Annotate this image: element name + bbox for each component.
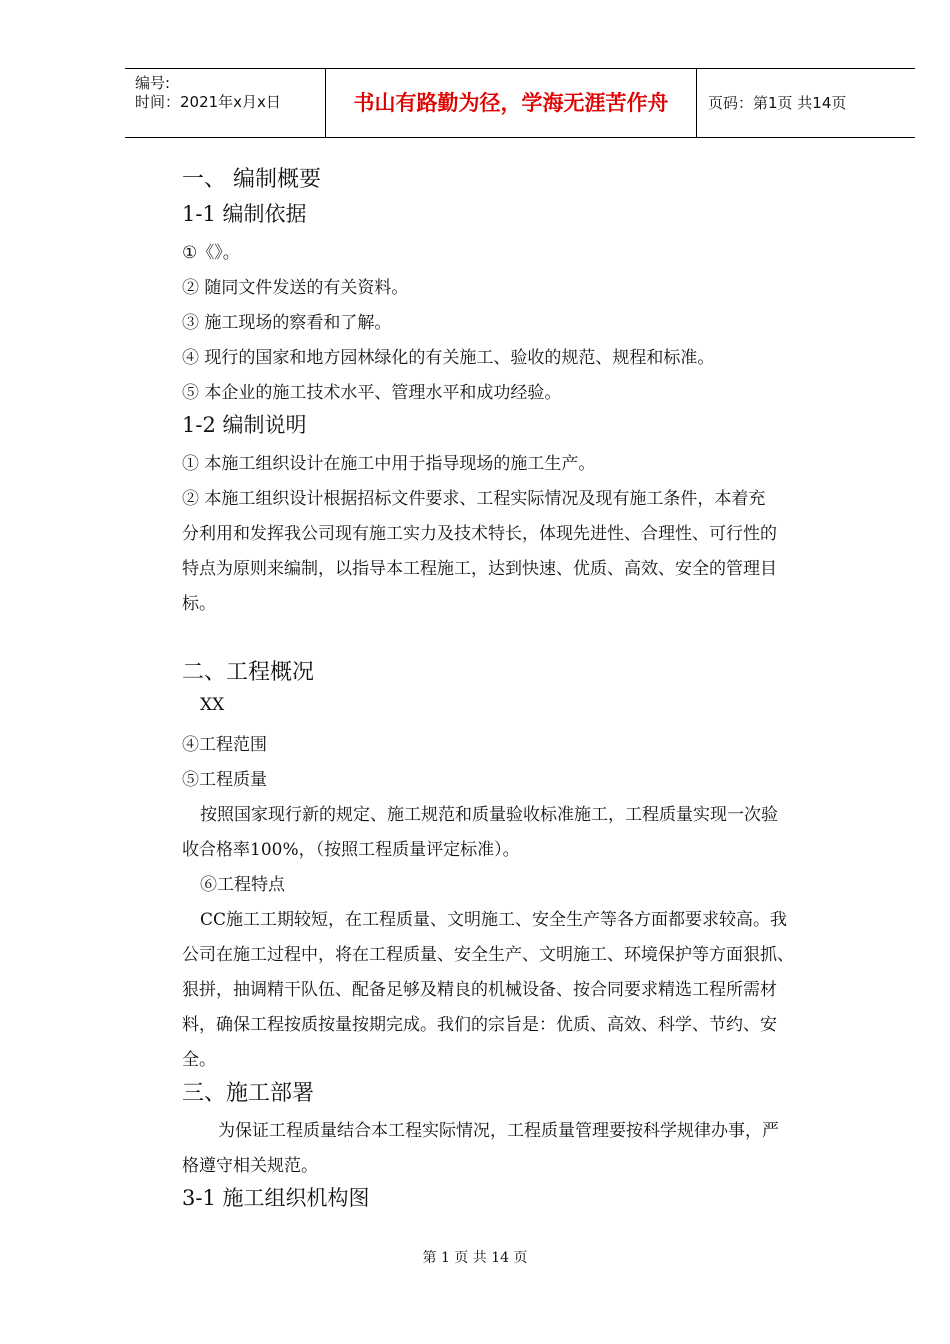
document-time-label: 时间：2021年x月x日: [135, 93, 281, 111]
deployment-line-1: 为保证工程质量结合本工程实际情况，工程质量管理要按科学规律办事，严: [218, 1121, 779, 1141]
description-item-2-line-1: ② 本施工组织设计根据招标文件要求、工程实际情况及现有施工条件，本着充: [182, 489, 766, 509]
quality-line-2: 收合格率100%，（按照工程质量评定标准）。: [182, 840, 520, 860]
features-line-2: 公司在施工过程中，将在工程质量、安全生产、文明施工、环境保护等方面狠抓、: [182, 945, 794, 965]
section-3-title: 三、施工部署: [182, 1081, 315, 1106]
features-line-5: 全。: [182, 1050, 216, 1070]
basis-item-3: ③ 施工现场的察看和了解。: [182, 313, 392, 333]
description-item-2-line-3: 特点为原则来编制，以指导本工程施工，达到快速、优质、高效、安全的管理目: [182, 559, 777, 579]
description-item-2-line-4: 标。: [182, 594, 216, 614]
section-1-2-title: 1-2 编制说明: [182, 413, 307, 437]
document-number-label: 编号:: [135, 74, 171, 92]
features-line-3: 狠拼，抽调精干队伍、配备足够及精良的机械设备、按合同要求精选工程所需材: [182, 980, 777, 1000]
features-line-4: 料，确保工程按质按量按期完成。我们的宗旨是：优质、高效、科学、节约、安: [182, 1015, 777, 1035]
basis-item-2: ② 随同文件发送的有关资料。: [182, 278, 409, 298]
basis-item-4: ④ 现行的国家和地方园林绿化的有关施工、验收的规范、规程和标准。: [182, 348, 715, 368]
header-meta-cell: [125, 69, 326, 137]
features-line-1: CC施工工期较短，在工程质量、文明施工、安全生产等各方面都要求较高。我: [200, 910, 788, 930]
basis-item-5: ⑤ 本企业的施工技术水平、管理水平和成功经验。: [182, 383, 562, 403]
description-item-1: ① 本施工组织设计在施工中用于指导现场的施工生产。: [182, 454, 596, 474]
quality-line-1: 按照国家现行新的规定、施工规范和质量验收标准施工，工程质量实现一次验: [200, 805, 778, 825]
header-page-info: 页码：第1页 共14页: [708, 94, 847, 112]
project-features-heading: ⑥工程特点: [200, 875, 285, 895]
section-2-title: 二、工程概况: [182, 660, 315, 685]
header-motto: 书山有路勤为径，学海无涯苦作舟: [326, 69, 697, 137]
section-1-title: 一、 编制概要: [182, 167, 321, 192]
project-quality-heading: ⑤工程质量: [182, 770, 267, 790]
section-3-1-title: 3-1 施工组织机构图: [182, 1186, 370, 1210]
description-item-2-line-2: 分利用和发挥我公司现有施工实力及技术特长，体现先进性、合理性、可行性的: [182, 524, 777, 544]
deployment-line-2: 格遵守相关规范。: [182, 1156, 318, 1176]
section-1-1-title: 1-1 编制依据: [182, 202, 307, 226]
project-scope-heading: ④工程范围: [182, 735, 267, 755]
project-name: XX: [200, 695, 225, 715]
basis-item-1: ①《》。: [182, 243, 240, 263]
header-table: [125, 68, 915, 138]
page-footer: 第 1 页 共 14 页: [422, 1250, 528, 1266]
